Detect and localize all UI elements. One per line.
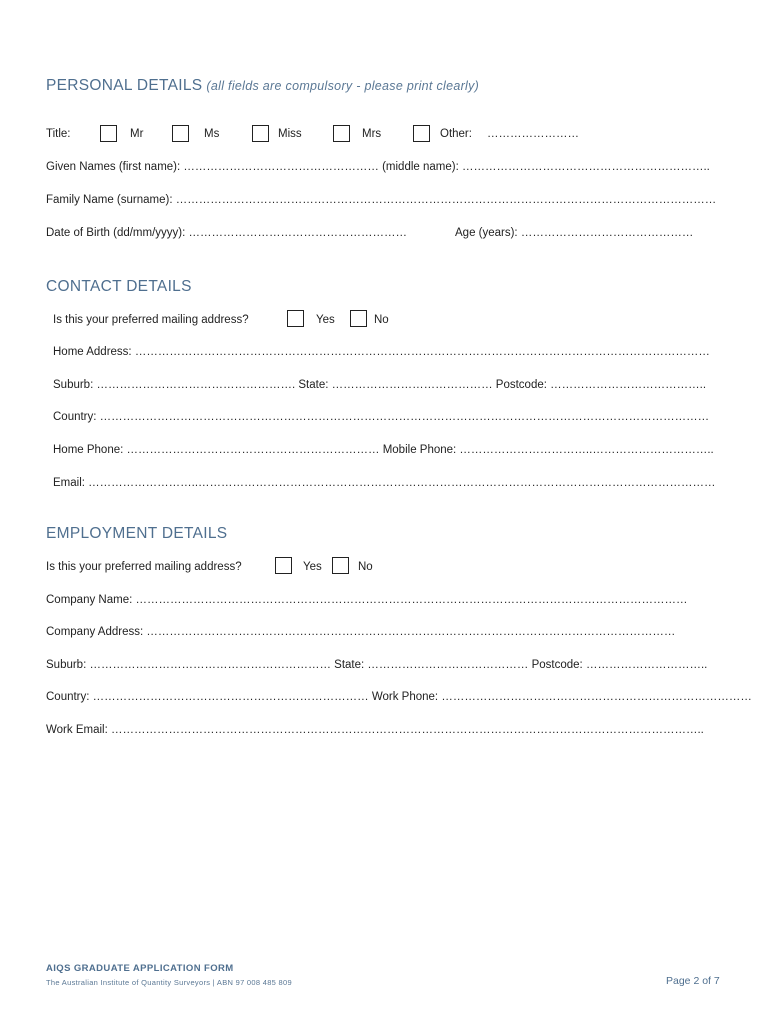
contact-mailing-question: Is this your preferred mailing address? [53,314,249,326]
title-mr-label: Mr [130,128,144,140]
age-field[interactable]: Age (years): ……………………………………… [455,227,694,239]
title-mrs-checkbox[interactable] [333,125,350,142]
title-label: Title: [46,128,71,140]
contact-phones-field[interactable]: Home Phone: ………………………………………………………… Mobile Phone: ……………………………..………………………….. [53,444,714,456]
employment-suburb-state-postcode-field[interactable]: Suburb: ……………………………………………………… State: …………………………………… Postcode: ………………………….. [46,659,708,671]
given-names-field[interactable]: Given Names (first name): …………………………………………… (middle name): ……………………………………………………….. [46,161,710,173]
footer-organisation: The Australian Institute of Quantity Surveyors | ABN 97 008 485 809 [46,978,292,987]
title-mr-checkbox[interactable] [100,125,117,142]
personal-details-heading [46,77,479,95]
company-name-field[interactable]: Company Name: ……………………………………………………………………………………………………………………………… [46,594,688,606]
employment-mailing-no-label: No [358,561,373,573]
contact-mailing-yes-label: Yes [316,314,335,326]
employment-details-heading: EMPLOYMENT DETAILS [46,525,228,542]
employment-mailing-no-checkbox[interactable] [332,557,349,574]
date-of-birth-field[interactable]: Date of Birth (dd/mm/yyyy): ………………………………………………… [46,227,408,239]
employment-mailing-question: Is this your preferred mailing address? [46,561,242,573]
footer-form-title: AIQS GRADUATE APPLICATION FORM [46,963,234,974]
title-other-field[interactable]: …………………… [487,128,579,140]
contact-mailing-yes-checkbox[interactable] [287,310,304,327]
contact-mailing-no-checkbox[interactable] [350,310,367,327]
personal-details-subheading: (all fields are compulsory - please print clearly) [206,79,480,93]
employment-mailing-yes-checkbox[interactable] [275,557,292,574]
contact-country-field[interactable]: Country: …………………………………………………………………………………………………………………………………………… [53,411,710,423]
personal-details-title: PERSONAL DETAILS [46,77,203,94]
contact-details-heading: CONTACT DETAILS [46,278,192,295]
page-number: Page 2 of 7 [666,975,720,987]
contact-suburb-state-postcode-field[interactable]: Suburb: ……………………………………………. State: …………………………………… Postcode: ………………………………….. [53,379,707,391]
title-miss-checkbox[interactable] [252,125,269,142]
family-name-field[interactable]: Family Name (surname): …………………………………………………………………………………………………………………………… [46,194,717,206]
title-ms-label: Ms [204,128,220,140]
title-other-label: Other: [440,128,472,140]
title-mrs-label: Mrs [362,128,382,140]
title-ms-checkbox[interactable] [172,125,189,142]
title-other-checkbox[interactable] [413,125,430,142]
work-email-field[interactable]: Work Email: ……………………………………………………………………………………………………………………………………….. [46,724,704,736]
employment-mailing-yes-label: Yes [303,561,322,573]
contact-mailing-no-label: No [374,314,389,326]
home-address-field[interactable]: Home Address: …………………………………………………………………………………………………………………………………… [53,346,710,358]
company-address-field[interactable]: Company Address: ………………………………………………………………………………………………………………………… [46,626,676,638]
title-miss-label: Miss [278,128,302,140]
employment-country-phone-field[interactable]: Country: ……………………………………………………………… Work Phone: ……………………………………………………………………… [46,691,752,703]
contact-email-field[interactable]: Email: ………………………..……………………………………………………………………………………………………………………… [53,477,716,489]
